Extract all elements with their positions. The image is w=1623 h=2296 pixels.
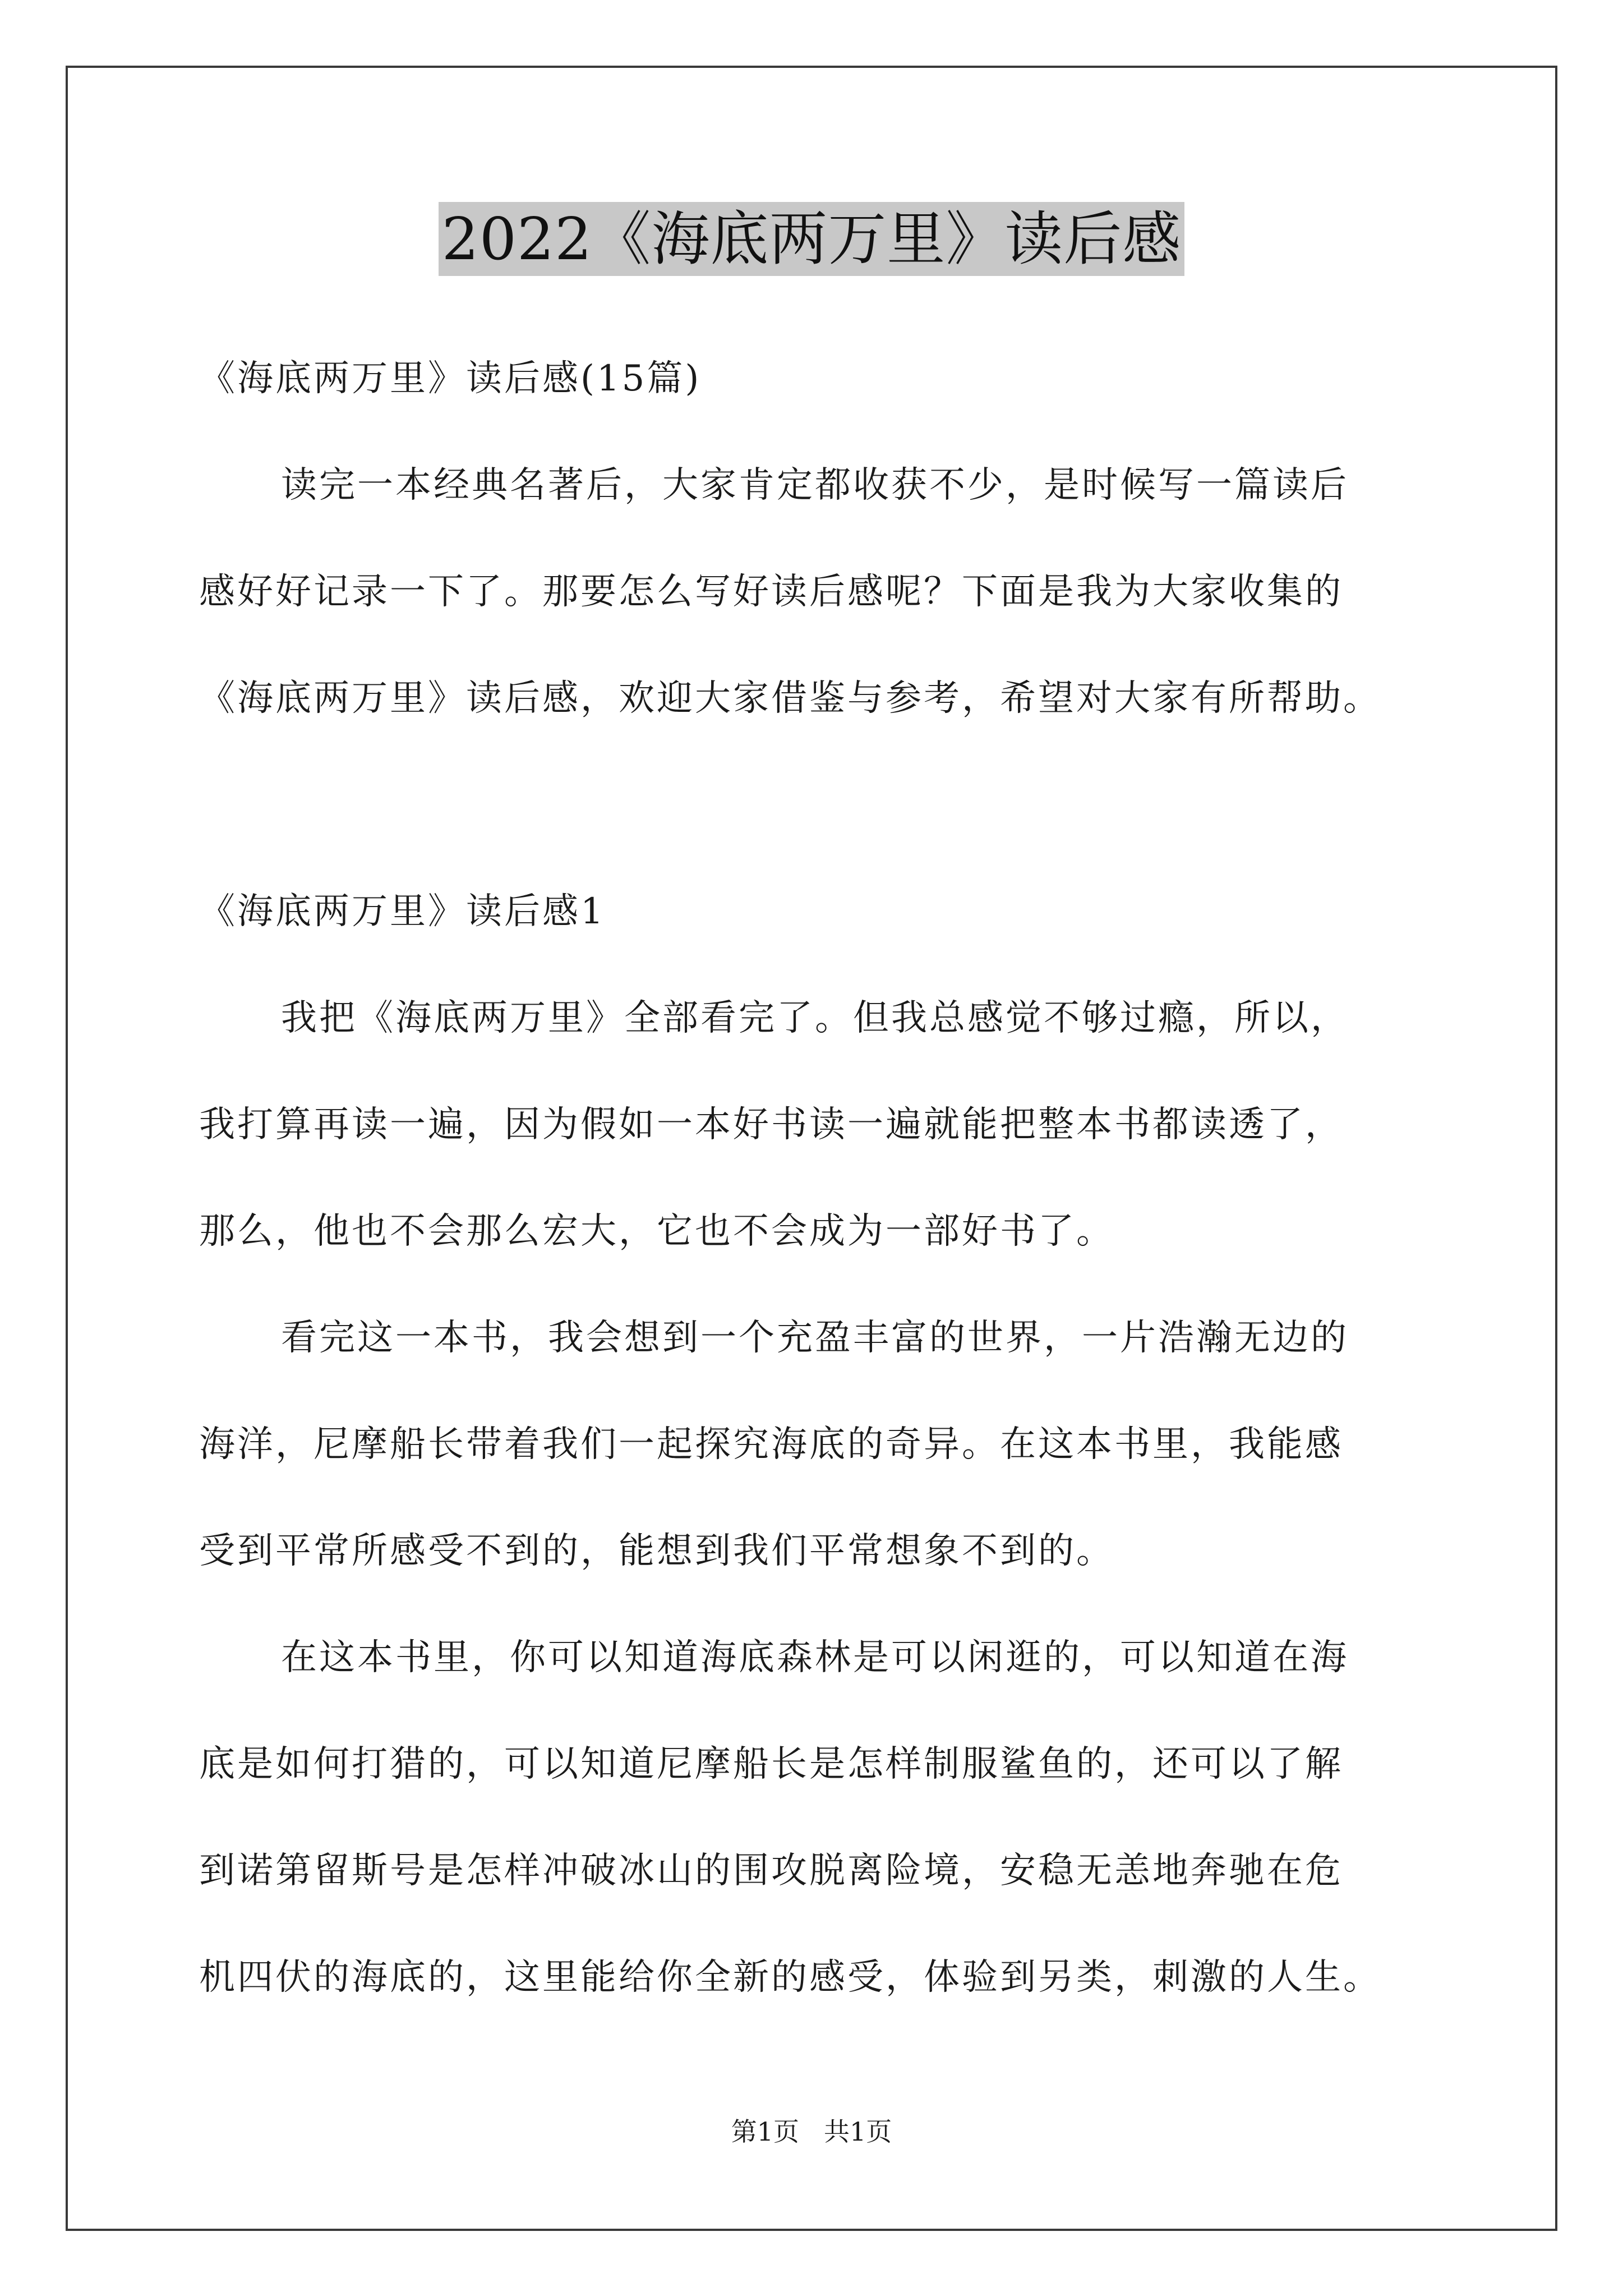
- section-heading: 《海底两万里》读后感1: [199, 891, 606, 932]
- document-title: 2022《海底两万里》读后感: [439, 202, 1185, 276]
- paragraph2-line-2: 海洋，尼摩船长带着我们一起探究海底的奇异。在这本书里，我能感: [199, 1424, 1343, 1465]
- paragraph3-line-3: 到诺第留斯号是怎样冲破冰山的围攻脱离险境，安稳无恙地奔驰在危: [199, 1850, 1343, 1892]
- page-number: 第1页: [731, 2116, 800, 2147]
- paragraph1-line-3: 那么，他也不会那么宏大，它也不会成为一部好书了。: [199, 1211, 1114, 1252]
- paragraph1-line-1: 我把《海底两万里》全部看完了。但我总感觉不够过瘾，所以，: [281, 997, 1349, 1039]
- intro-line-3: 《海底两万里》读后感，欢迎大家借鉴与参考，希望对大家有所帮助。: [199, 678, 1381, 719]
- blank-line: [199, 769, 1444, 875]
- paragraph3-line-4: 机四伏的海底的，这里能给你全新的感受，体验到另类，刺激的人生。: [199, 1957, 1381, 1998]
- paragraph3-line-2: 底是如何打猎的，可以知道尼摩船长是怎样制服鲨鱼的，还可以了解: [199, 1743, 1343, 1785]
- title-block: [0, 202, 1623, 276]
- document-body: [199, 342, 1444, 2047]
- paragraph3-line-1: 在这本书里，你可以知道海底森林是可以闲逛的，可以知道在海: [281, 1637, 1349, 1678]
- intro-line-1: 读完一本经典名著后，大家肯定都收获不少，是时候写一篇读后: [281, 464, 1349, 506]
- subtitle: 《海底两万里》读后感(15篇): [199, 358, 702, 399]
- page-footer: [0, 2115, 1623, 2148]
- paragraph2-line-3: 受到平常所感受不到的，能想到我们平常想象不到的。: [199, 1530, 1114, 1572]
- total-pages: 共1页: [823, 2116, 892, 2147]
- footer-spacer: [799, 2116, 824, 2147]
- paragraph1-line-2: 我打算再读一遍，因为假如一本好书读一遍就能把整本书都读透了，: [199, 1104, 1343, 1145]
- paragraph2-line-1: 看完这一本书，我会想到一个充盈丰富的世界，一片浩瀚无边的: [281, 1317, 1349, 1359]
- intro-line-2: 感好好记录一下了。那要怎么写好读后感呢？下面是我为大家收集的: [199, 571, 1343, 613]
